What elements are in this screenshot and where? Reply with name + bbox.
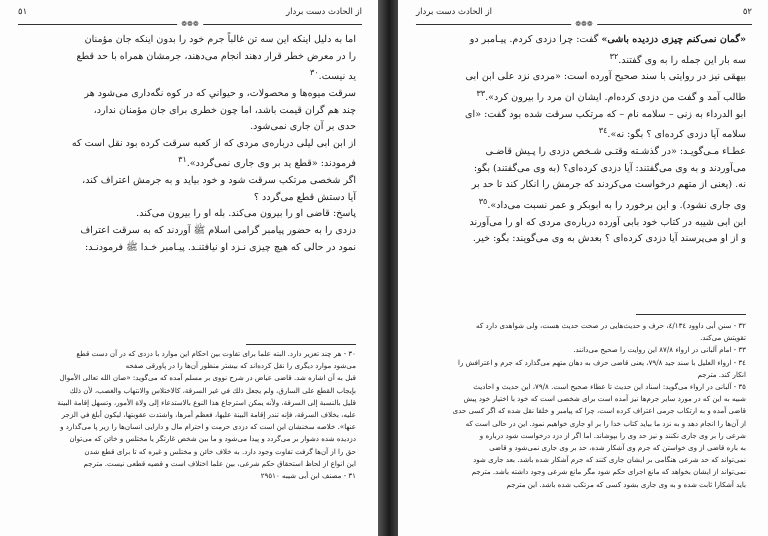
body-line: نه. (یعنی از متهم درخواست می‌کردند که جرمش را انکار کند تا حد بر bbox=[471, 179, 746, 191]
right-running-title: از الحادث دست بردار bbox=[416, 7, 492, 17]
right-footnote-separator bbox=[636, 314, 746, 315]
left-page-header bbox=[18, 4, 362, 20]
left-footnotes bbox=[22, 348, 356, 482]
body-line: چند هم گران قیمت باشد، اما چون خطری برای جان مؤمنان ندارد، bbox=[93, 104, 356, 116]
footnote-line: به باره قاضی از وی خواستن که جرم وی آشکار شده، حد بر وی جاری نمی‌شود و قاضی bbox=[489, 443, 746, 453]
footnote-line: شبیه به این که در مورد سایر جرم‌ها نیز آمده است برای شخصی است که خود با اختیار خود پیش bbox=[463, 394, 746, 404]
right-footnotes bbox=[420, 320, 746, 491]
body-line: بیهقی نیز در روایتی با سند صحیح آورده است: «مردی نزد علی ابن ابی bbox=[465, 71, 746, 83]
footnote-line: باید آشکارا ثابت شده و به وی جاری بشود کسی که مرتکب شده باشد. این مترجم bbox=[506, 479, 746, 489]
body-line: عطـاء مـی‌گویـد: «در گذشـته وقتـی شـخص دزدی را پـیش قاضـی bbox=[485, 146, 746, 158]
body-line: را در معرض خطر قرار دهند انجام می‌دهند، جرمشان همراه با حد قطع bbox=[76, 50, 356, 62]
footnote-line: عليه، بخلاف السرقة، فإنه تندر إقامة البينة عليها، فعظم أمرها، واشتدت عقوبتها، ليكون أبلغ في الزجر bbox=[61, 410, 356, 420]
body-line: اما به دلیل اینکه این سه تن غالباً جرم خود را بدون اینکه جان مؤمنان bbox=[84, 34, 356, 45]
right-ornament: ❁❁❁ bbox=[571, 19, 597, 29]
footnote-line: دزدیده شده دشوار بر می‌گردد و پیدا می‌شود و ما بین شخص غارتگر یا مختلس و خائن که می‌توان bbox=[69, 434, 356, 444]
footnote-line: از آن‌ها را انجام دهد و به نزد ما بیاید کتاب خدا را بر او جاری خواهیم نمود. این در حالی است که bbox=[465, 418, 746, 428]
body-line: ابن ابی شیبه در کتاب خود بابی آورده درباره‌ی مردی که او را می‌آورند bbox=[469, 216, 746, 228]
body-line: می‌آوردند و به وی می‌گفتند: آیا دزدی کرده‌ای؟ (به وی می‌گفتند) بگو: bbox=[473, 162, 746, 174]
footnote-line: ٣١ - مصنف ابن أبی شیبه ٢٩٥١٠ bbox=[260, 471, 356, 481]
right-page-header bbox=[416, 4, 752, 20]
footnote-line: ٣٠ - هر چند تعزیر دارد. البته علما برای تفاوت بین احکام این موارد با دزدی که در آن دست قطع bbox=[76, 349, 356, 358]
footnote-line: تقویتش می‌کند. bbox=[700, 333, 746, 343]
book-gutter bbox=[378, 0, 398, 536]
body-line: سه بار این جمله را به وی گفتند.$^{٣٢}$ bbox=[609, 51, 746, 66]
footnote-line: این انواع از لحاظ استحقاق حکم شرعی، بین علما اختلاف است و قضیه قطعی نیست. مترجم bbox=[83, 458, 356, 468]
left-page-number: ٥١ bbox=[18, 7, 28, 17]
left-page bbox=[0, 0, 378, 536]
footnote-line: نمی‌تواند از ایشان بخواهد که مانع اجرای حکم شود مگر مانع شرعی وجود داشته باشد. مترجم bbox=[471, 467, 746, 477]
footnote-line: ٣٣ - امام آلبانی در ارواء ٨٧/٨ این روایت را صحیح می‌دانند. bbox=[573, 345, 746, 355]
body-line: و از او می‌پرسند آیا دزدی کرده‌ای ؟ بعدش به وی می‌گویند: بگو: خیر. bbox=[472, 233, 746, 245]
left-body-text bbox=[22, 32, 356, 256]
footnote-line: می‌شود موارد دیگری را نقل کرده‌اند که بیشتر منظور آن‌ها را در پاورقی صفحه bbox=[125, 361, 356, 371]
footnote-line: قاضی آمده و به ارتکاب جرمی اعتراف کرده است، چرا که پیامبر و خلفا نقل شده که اگر کسی حدی bbox=[452, 406, 746, 416]
right-page-number: ٥٢ bbox=[742, 7, 752, 17]
body-line: نمود در حالی که هیچ چیزی نـزد او نیافتنـد. پیـامبر خـدا ﷺ فرمودنـد: bbox=[85, 241, 356, 253]
body-line: وی جاری نشود). و این برخورد را به ابوبکر و عمر نسبت می‌داد».$^{٣٥}$ bbox=[478, 196, 746, 212]
footnote-line: عنها». خلاصه سخنشان این است که دزدی حرمت و احترام مال و دارایی انسان‌ها را زیر پا می‌گذارد و bbox=[60, 422, 356, 432]
body-line: طالب آمد و گفت من دزدی کرده‌ام. ایشان ان مرد را بیرون کرد».$^{٣٣}$ bbox=[476, 88, 746, 104]
footnote-line: قليل بالنسبة إلى السرقة، ولأنه يمكن استرجاع هذا النوع بالاستدعاء إلى ولاة الأمور، وتسهل إقامة البينة bbox=[57, 397, 356, 407]
body-line: دزدی را به حضور پیامبر گرامی اسلام ﷺ آوردند که به سرقت اعتراف bbox=[80, 224, 356, 236]
right-header-rule bbox=[416, 20, 752, 30]
right-body-text bbox=[420, 32, 746, 248]
footnote-line: ٣٤ - ارواء العلیل با سند جید ٧٩/٨، یعنی قاضی حرف به دهان متهم می‌گذارد که جرم و اعترافش را bbox=[457, 357, 746, 367]
body-line: از ابن ابی لیلی درباره‌ی مردی که از کعبه سرقت کرده بود نقل است که bbox=[71, 137, 356, 149]
body-line: سرقت میوه‌ها و محصولات، و حیواني که در کوه نگه‌داری می‌شود هر bbox=[84, 87, 356, 99]
body-line: حدی بر آن جاری نمی‌شود. bbox=[250, 121, 356, 133]
body-line: پاسخ: قاضی او را بیرون می‌کند. بله او را بیرون می‌کند. bbox=[136, 208, 356, 220]
footnote-line: نمی‌تواند که حد شرعی هنگامی بر ایشان جاری کنند که جرم آشکار شده باشد. بعد جاری شود bbox=[473, 455, 746, 465]
right-page bbox=[398, 0, 768, 536]
body-line: «گمان نمی‌کنم چیزی دزدیده باشی» گفت: چرا دزدی کردم. پیـامبر دو bbox=[469, 34, 746, 45]
body-line: سلامه آیا دزدی کرده‌ای ؟ بگو: نه».$^{٣٤}$ bbox=[598, 126, 746, 141]
left-running-title: از الحادث دست بردار bbox=[286, 7, 362, 17]
left-footnote-separator bbox=[246, 344, 356, 345]
footnote-line: حق را از آن‌ها گرفت تفاوت وجود دارد. به خلاف خائن و مختلس و غیره که تا برای قطع شدن bbox=[84, 446, 356, 456]
body-line: ابو الدرداء به زنی – سلامه نام – که مرتکب سرقت شده بود گفت: «ای bbox=[465, 108, 746, 120]
footnote-line: انکار کند. مترجم bbox=[697, 369, 746, 379]
footnote-line: ٣٥ - آلبانی در ارواء می‌گوید: اسناد این حدیث تا عطاء صحیح است. ٧٩/٨، این حدیث و احادیث bbox=[473, 382, 746, 392]
footnote-line: قبل به آن اشاره شد. قاضی عیاض در شرح نووی بر مسلم آمده که می‌گوید: «صان الله تعالى الأموال bbox=[59, 373, 356, 383]
body-line: اگر شخصی مرتکب سرقت شود و خود بیاید و به جرمش اعتراف کند، bbox=[82, 175, 356, 187]
body-line: ید نیست.$^{٣٠}$ bbox=[310, 68, 356, 83]
body-line: آیا دستش قطع می‌گردد ؟ bbox=[253, 191, 356, 203]
footnote-line: بإيجاب القطع على السارق، ولم يجعل ذلك في غير السرقة، كالاختلاس والانتهاب والغصب، لأن ذلك bbox=[69, 385, 356, 395]
footnote-line: شرعی را بر وی جاری نکنند و نیز حد وی را بپوشاند. اما اگر از دزد درخواست شود درباره و bbox=[479, 430, 746, 440]
body-line: فرمودند: «قطع ید بر وی جاری نمی‌گردد».$^{٣١}$ bbox=[178, 155, 356, 170]
footnote-line: ٣٢ - سنن أبی داوود ٤/١٣٤، حرف و حدیث‌هایی در صحت حدیث هست، ولی شواهدی دارد که bbox=[476, 321, 746, 330]
left-ornament: ❁❁❁ bbox=[177, 19, 203, 29]
left-header-rule bbox=[18, 20, 362, 30]
